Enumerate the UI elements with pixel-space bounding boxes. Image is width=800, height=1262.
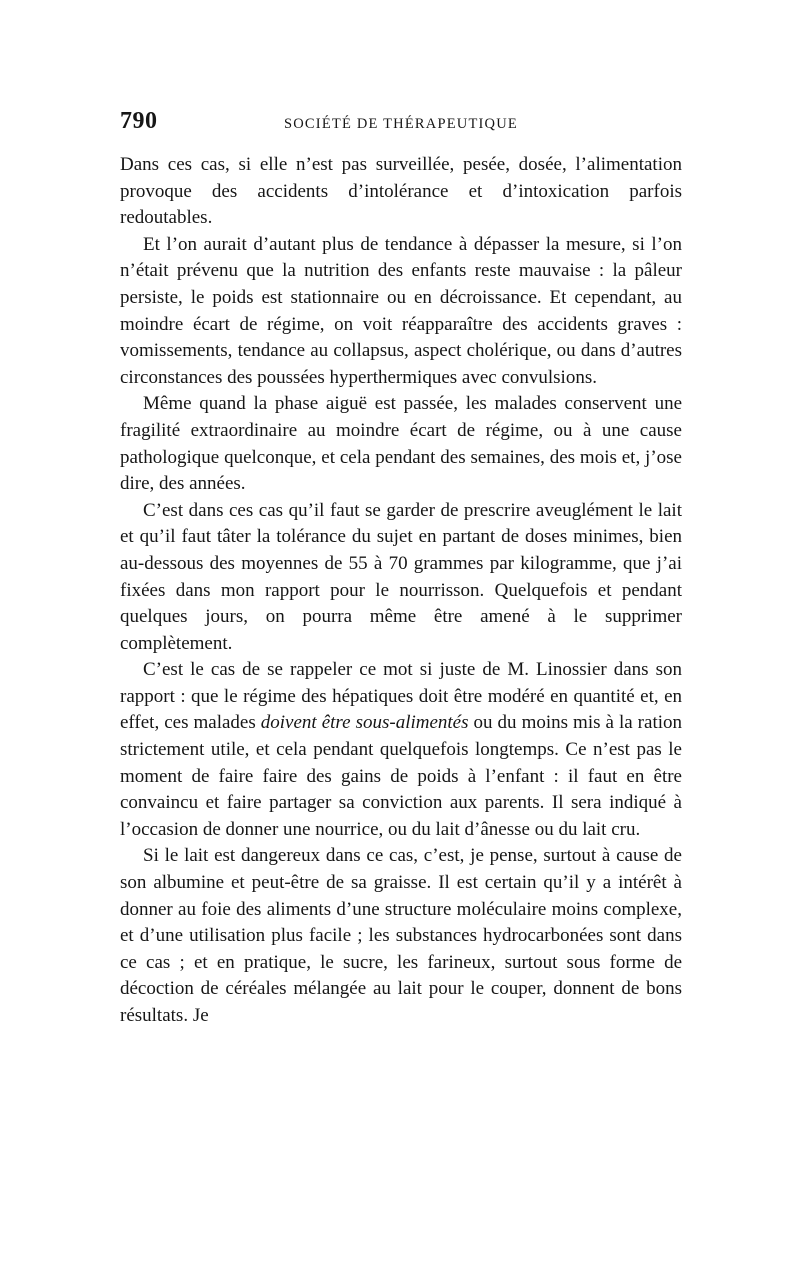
paragraph: Même quand la phase aiguë est passée, les malades conservent une fragilité extraordinaire au moindre écart de régime, ou à une cause pathologique quelconque, et cela pendant des semaines, des mois et, j’ose dire, des années. — [120, 393, 682, 495]
italic-emphasis: doivent être sous-alimentés — [260, 712, 469, 734]
paragraph-continuation: Dans ces cas, si elle n’est pas surveillée, pesée, dosée, l’alimentation provoque des accidents d’intolérance et d’intoxication parfois redoutables. — [120, 154, 682, 229]
paragraph: Si le lait est dangereux dans ce cas, c’est, je pense, surtout à cause de son albumine et peut-être de sa graisse. Il est certain qu’il y a intérêt à donner au foie des aliments d’une structure moléculaire moins complexe, et d’une utilisation plus facile ; les substances hydrocarbonées sont dans ce cas ; et en pratique, le sucre, les farineux, surtout sous forme de décoction de céréales mélangée au lait pour le couper, donnent de bons résultats. Je — [120, 845, 682, 1026]
paragraph-text-before: C’est le cas de se rappeler ce mot si juste de M. Linossier dans son rapport : que le régime des hépatiques doit être modéré en quantité et, en effet, ces malades — [120, 659, 682, 734]
body-text — [120, 152, 682, 1030]
paragraph: Et l’on aurait d’autant plus de tendance à dépasser la mesure, si l’on n’était prévenu que la nutrition des enfants reste mauvaise : la pâleur persiste, le poids est stationnaire ou en décroissance. Et cependant, au moindre écart de régime, on voit réapparaître des accidents graves : vomissements, tendance au collapsus, aspect cholérique, ou dans d’autres circonstances des poussées hyperthermiques avec convulsions. — [120, 233, 682, 388]
page-number: 790 — [120, 108, 158, 134]
page-header — [120, 108, 682, 138]
running-title: SOCIÉTÉ DE THÉRAPEUTIQUE — [284, 116, 518, 132]
paragraph-text-after: ou du moins mis à la ration strictement utile, et cela pendant quelquefois longtemps. Ce n’est pas le moment de faire faire des gains de poids à l’enfant : il faut en être convaincu et faire partager sa conviction aux parents. Il sera indiqué à l’occasion de donner une nourrice, ou du lait d’ânesse ou du lait cru. — [120, 712, 683, 840]
paragraph: C’est dans ces cas qu’il faut se garder de prescrire aveuglément le lait et qu’il faut tâter la tolérance du sujet en partant de doses minimes, bien au-dessous des moyennes de 55 à 70 grammes par kilogramme, que j’ai fixées dans mon rapport pour le nourrisson. Quelquefois et pendant quelques jours, on pourra même être amené à le supprimer complètement. — [120, 499, 682, 654]
paragraph — [120, 657, 682, 843]
